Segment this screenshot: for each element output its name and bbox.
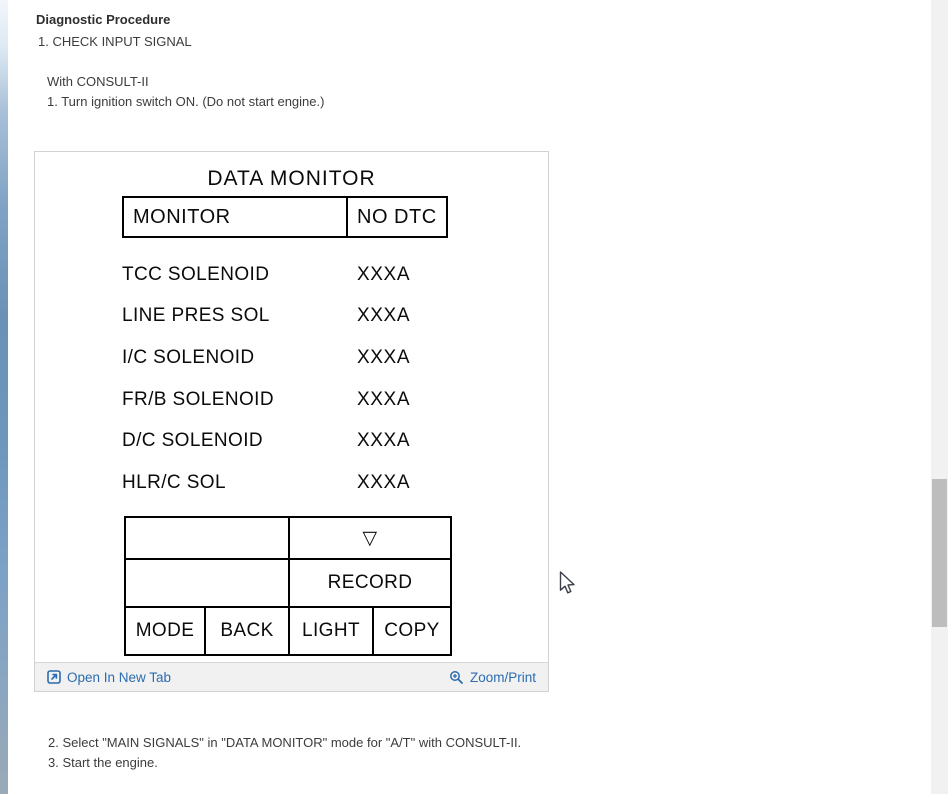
monitor-row-label: I/C SOLENOID <box>122 346 255 368</box>
open-in-new-tab-label: Open In New Tab <box>67 669 172 685</box>
light-button-label: LIGHT <box>290 608 374 654</box>
monitor-row-value: XXXA <box>357 388 411 410</box>
back-button-label: BACK <box>206 608 290 654</box>
monitor-header-cell: MONITOR <box>124 198 348 236</box>
monitor-row <box>122 337 462 379</box>
zoom-magnifier-icon <box>449 670 464 685</box>
monitor-row <box>122 254 462 296</box>
open-in-new-tab-icon <box>47 670 61 684</box>
monitor-row <box>122 379 462 421</box>
procedure-title: Diagnostic Procedure <box>36 12 171 27</box>
monitor-row-label: HLR/C SOL <box>122 471 226 493</box>
scrollbar-thumb[interactable] <box>932 479 947 627</box>
mouse-cursor <box>559 571 577 597</box>
instruction-1: 1. Turn ignition switch ON. (Do not start engine.) <box>47 94 325 109</box>
zoom-print-label: Zoom/Print <box>469 669 536 685</box>
record-button-label: RECORD <box>290 560 450 608</box>
consult-button-panel <box>124 516 452 656</box>
figure-toolbar <box>35 662 548 691</box>
monitor-row-value: XXXA <box>357 430 411 452</box>
monitor-row-value: XXXA <box>357 346 411 368</box>
monitor-row <box>122 462 462 504</box>
instruction-3: 3. Start the engine. <box>48 755 158 770</box>
monitor-header-table <box>122 196 448 238</box>
step-heading: 1. CHECK INPUT SIGNAL <box>38 34 192 49</box>
monitor-row-value: XXXA <box>357 471 411 493</box>
zoom-print-link[interactable] <box>449 670 536 685</box>
figure-frame <box>34 151 549 692</box>
scroll-down-indicator: ▽ <box>290 518 450 560</box>
monitor-row <box>122 420 462 462</box>
open-in-new-tab-link[interactable] <box>47 670 171 685</box>
monitor-row-value: XXXA <box>357 305 411 327</box>
monitor-row <box>122 296 462 338</box>
instruction-2: 2. Select "MAIN SIGNALS" in "DATA MONITOR" mode for "A/T" with CONSULT-II. <box>48 735 522 750</box>
monitor-row-value: XXXA <box>357 263 411 285</box>
panel-empty-cell <box>126 518 290 560</box>
copy-button-label: COPY <box>384 620 440 641</box>
no-dtc-cell: NO DTC <box>357 205 437 228</box>
mode-button-label: MODE <box>126 608 206 654</box>
monitor-row-label: D/C SOLENOID <box>122 430 263 452</box>
monitor-row-label: LINE PRES SOL <box>122 305 270 327</box>
data-monitor-title: DATA MONITOR <box>207 167 376 190</box>
background-image-sliver <box>0 0 8 794</box>
consult-screen-diagram <box>35 152 548 662</box>
monitor-row-label: TCC SOLENOID <box>122 263 270 285</box>
monitor-row-label: FR/B SOLENOID <box>122 388 274 410</box>
panel-empty-cell <box>126 560 290 608</box>
with-consult-label: With CONSULT-II <box>47 74 149 89</box>
vertical-scrollbar[interactable] <box>931 0 948 794</box>
monitor-value-list <box>122 254 462 504</box>
